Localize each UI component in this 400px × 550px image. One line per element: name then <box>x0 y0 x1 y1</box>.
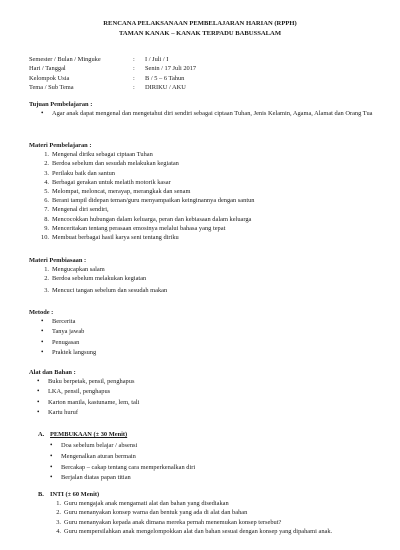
document-title: RENCANA PELAKSANAAN PEMBELAJARAN HARIAN (RPPH) <box>103 20 297 27</box>
list-item: 8. Mencocokkan hubungan dalam keluarga, peran dan kebiasaan dalam keluarga <box>44 215 252 223</box>
list-item: 4. Berbagai gerakan untuk melatih motorik kasar <box>44 178 171 186</box>
list-item: • Bercerita <box>39 317 374 326</box>
info-colon: : <box>133 56 135 63</box>
info-value: B / 5 – 6 Tahun <box>145 74 185 82</box>
list-item: • Kartu huruf <box>35 408 374 417</box>
section-tujuan <box>29 100 374 118</box>
bullet-list <box>35 377 374 417</box>
list-item: 6. Berani tampil didepan teman/guru menyampaikan keinginannya dengan santun <box>44 197 255 205</box>
list-item: 3. Mencuci tangan sebelum dan sesudah makan <box>44 286 168 294</box>
section-inti <box>38 490 368 536</box>
section-heading: Materi Pembiasaan : <box>29 257 87 264</box>
info-colon: : <box>133 83 135 91</box>
section-materi-pembiasaan <box>29 256 374 295</box>
info-value: Senin / 17 Juli 2017 <box>145 65 197 73</box>
bullet-list <box>39 109 374 118</box>
info-row-theme <box>29 83 196 92</box>
info-label: Hari / Tanggal <box>29 65 66 73</box>
numbered-list <box>40 150 374 242</box>
section-heading: Metode : <box>29 309 54 316</box>
list-item: 7. Mengenal diri sendiri, <box>44 206 109 214</box>
info-label: Tema / Sub Tema <box>29 83 74 91</box>
list-item: 2. Guru menanyakan konsep warna dan bentuk yang ada di alat dan bahan <box>56 509 248 517</box>
list-item: 1. Mengucapkan salam <box>44 266 105 274</box>
list-item: • Praktek langsung <box>39 348 374 357</box>
list-item: 5. Melompat, meloncat, merayap, merangkak dan senam <box>44 188 191 196</box>
numbered-list <box>52 499 368 536</box>
section-metode <box>29 308 374 357</box>
list-item: 2. Berdoa sebelum melakukan kegiatan <box>44 275 147 283</box>
list-item: • Doa sebelum belajar / absensi <box>48 441 368 450</box>
section-heading: Materi Pembelajaran : <box>29 142 92 149</box>
info-label: Kelompok Usia <box>29 74 70 82</box>
info-value: I / Juli / I <box>145 56 169 63</box>
section-heading: A. PEMBUKAAN (± 30 Menit) <box>38 431 128 438</box>
list-item: • Karton manila, kastuname, lem, tali <box>35 398 374 407</box>
section-heading: B. INTI (± 60 Menit) <box>38 491 100 498</box>
info-row-age-group <box>29 74 196 83</box>
list-item: 1. Guru mengajak anak mengamati alat dan bahan yang disediakan <box>56 500 229 508</box>
section-alat-bahan <box>29 368 374 417</box>
list-item: • Berjalan diatas papan titian <box>48 473 368 482</box>
section-heading: Alat dan Bahan : <box>29 369 76 376</box>
list-item: 3. Perilaku baik dan santun <box>44 169 116 177</box>
section-pembukaan <box>38 430 368 483</box>
list-item: 10. Membuat berbagai hasil karya seni tentang diriku <box>41 234 179 242</box>
info-row-date <box>29 64 196 73</box>
numbered-list <box>40 265 374 295</box>
info-colon: : <box>133 65 135 73</box>
bullet-list <box>39 317 374 357</box>
info-row-semester <box>29 55 196 64</box>
list-item: • LKA, pensil, penghapus <box>35 387 374 396</box>
info-table <box>29 55 196 92</box>
info-value: DIRIKU / AKU <box>145 83 186 91</box>
list-item: • Tanya jawab <box>39 327 374 336</box>
list-item: 2. Berdoa sebelum dan sesudah melakukan kegiatan <box>44 160 179 168</box>
list-item: • Bercakap – cakap tentang cara memperkenalkan diri <box>48 463 368 472</box>
list-item: 1. Mengenal diriku sebagai ciptaan Tuhan <box>44 151 153 159</box>
list-item: • Agar anak dapat mengenal dan mengetahui diri sendiri sebagai ciptaan Tuhan, Jenis Kelamin, Agama, Alamat dan Orang Tua <box>39 109 374 118</box>
list-item: • Penugasan <box>39 338 374 347</box>
info-label: Semester / Bulan / Minguke <box>29 56 101 63</box>
section-heading: Tujuan Pembelajaran : <box>29 101 93 108</box>
section-materi-pembelajaran <box>29 141 374 242</box>
school-name: TAMAN KANAK – KANAK TERPADU BABUSSALAM <box>118 30 282 37</box>
bullet-list <box>48 441 368 482</box>
list-item: • Buku berpetak, pensil, penghapus <box>35 377 374 386</box>
list-item: 4. Guru mempersilahkan anak mengelompokkan alat dan bahan sesuai dengan konsep yang dipahami anak. <box>56 527 333 535</box>
list-item: 9. Menceritakan tentang perasaan emosinya melalui bahasa yang tepat <box>44 224 226 232</box>
list-item: 3. Guru menanyakan kepada anak dimana mereka pernah menemukan konsep tersebut? <box>56 518 282 526</box>
info-colon: : <box>133 74 135 82</box>
list-item: • Mengenalkan aturan bermain <box>48 452 368 461</box>
